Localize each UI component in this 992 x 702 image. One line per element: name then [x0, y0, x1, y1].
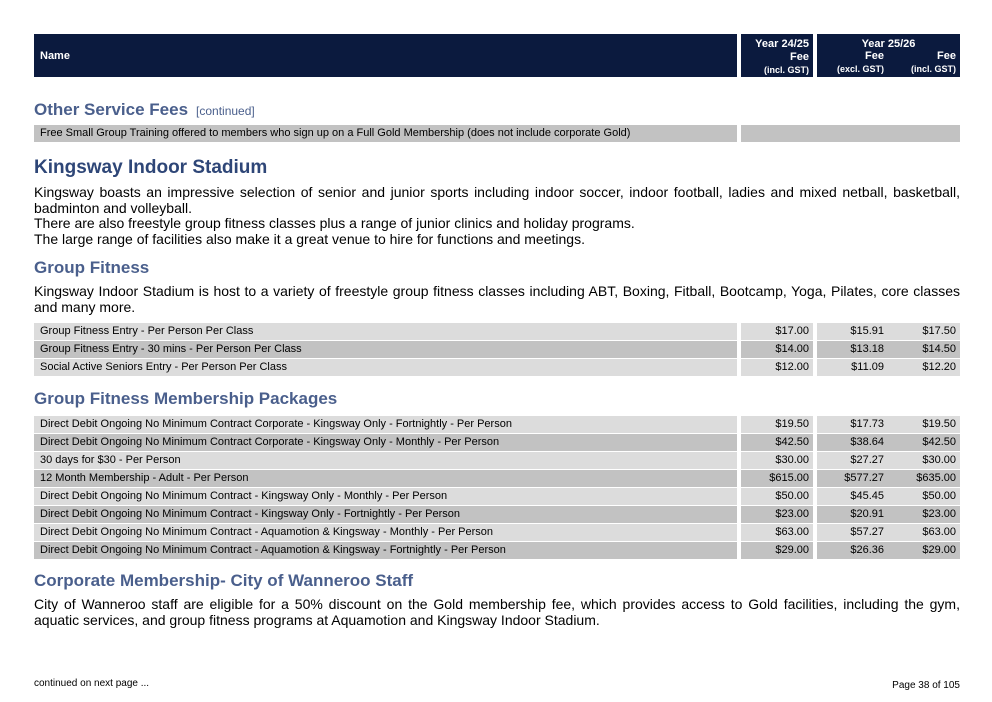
- other-fees-table: [34, 125, 960, 143]
- table-row: [34, 488, 960, 505]
- row-fee-24-25: $29.00: [741, 542, 813, 559]
- table-row: [34, 434, 960, 451]
- row-fee-25-26-excl: $15.91: [850, 325, 884, 337]
- row-fee-25-26-excl: $17.73: [850, 418, 884, 430]
- header-year-25-26: [817, 34, 960, 77]
- continued-footer: continued on next page ...: [34, 678, 150, 689]
- group-fitness-table: [34, 323, 960, 377]
- other-service-fees-title: Other Service Fees: [34, 100, 189, 119]
- page-number: Page 38 of 105: [892, 680, 960, 691]
- header-name-cell: [34, 34, 737, 77]
- row-fee-25-26-excl: $27.27: [850, 454, 884, 466]
- row-name: Direct Debit Ongoing No Minimum Contract Corporate - Kingsway Only - Fortnightly - Per Person: [34, 416, 737, 433]
- row-fee-25-26-excl: $57.27: [850, 526, 884, 538]
- row-name: Social Active Seniors Entry - Per Person Per Class: [34, 359, 737, 376]
- row-name: Group Fitness Entry - Per Person Per Class: [34, 323, 737, 340]
- row-fee-24-25: $17.00: [741, 323, 813, 340]
- header-year2-gst-b: (incl. GST): [911, 64, 956, 74]
- kingsway-line-1: Kingsway boasts an impressive selection of senior and junior sports including indoor soccer, indoor football, ladies and mixed netball, basketball, badminton and volleyball.: [34, 184, 960, 216]
- row-fee-25-26-excl: $577.27: [844, 472, 884, 484]
- table-row: [34, 323, 960, 340]
- row-fee-25-26-incl: $30.00: [922, 454, 956, 466]
- row-name: Free Small Group Training offered to members who sign up on a Full Gold Membership (does not include corporate Gold): [34, 125, 737, 142]
- header-year1-label: Year 24/25: [755, 38, 809, 50]
- header-year2-fee-a: Fee: [865, 50, 884, 62]
- row-fee-24-25: $50.00: [741, 488, 813, 505]
- group-fitness-text: Kingsway Indoor Stadium is host to a variety of freestyle group fitness classes including ABT, Boxing, Fitball, Bootcamp, Yoga, Pilates, core classes and many more.: [34, 283, 960, 315]
- row-fee-25-26-incl: $42.50: [922, 436, 956, 448]
- row-fee-25-26-excl: $45.45: [850, 490, 884, 502]
- row-fee-25-26-excl: $20.91: [850, 508, 884, 520]
- kingsway-line-3: The large range of facilities also make it a great venue to hire for functions and meetings.: [34, 230, 585, 247]
- row-name: Direct Debit Ongoing No Minimum Contract - Kingsway Only - Monthly - Per Person: [34, 488, 737, 505]
- row-fee-25-26-excl: $13.18: [850, 343, 884, 355]
- packages-table: [34, 416, 960, 560]
- header-year1-fee: Fee: [790, 51, 809, 63]
- row-fee-25-26-incl: $29.00: [922, 544, 956, 556]
- table-row: [34, 125, 960, 142]
- row-fee-24-25: $14.00: [741, 341, 813, 358]
- corporate-text: City of Wanneroo staff are eligible for a 50% discount on the Gold membership fee, which provides access to Gold facilities, including the gym, aquatic services, and group fitness programs at Aquamotion and Kingsway Indoor Stadium.: [34, 596, 960, 628]
- table-row: [34, 359, 960, 376]
- row-fee-24-25: $19.50: [741, 416, 813, 433]
- row-fee-25-26-incl: $63.00: [922, 526, 956, 538]
- row-fee-25-26-excl: $38.64: [850, 436, 884, 448]
- row-fee-25-26-excl: $26.36: [850, 544, 884, 556]
- row-fee-24-25: $23.00: [741, 506, 813, 523]
- packages-heading: Group Fitness Membership Packages: [34, 389, 338, 408]
- other-service-fees-heading: [34, 100, 255, 120]
- table-row: [34, 524, 960, 541]
- row-empty-values: [741, 125, 960, 142]
- table-row: [34, 506, 960, 523]
- corporate-description: [34, 597, 960, 628]
- kingsway-description: [34, 185, 960, 247]
- row-name: Direct Debit Ongoing No Minimum Contract Corporate - Kingsway Only - Monthly - Per Person: [34, 434, 737, 451]
- row-fee-24-25: $12.00: [741, 359, 813, 376]
- header-name-label: Name: [40, 50, 70, 62]
- table-header: [34, 34, 960, 77]
- header-year-24-25: [741, 34, 813, 77]
- corporate-heading: Corporate Membership- City of Wanneroo Staff: [34, 571, 414, 590]
- kingsway-heading: Kingsway Indoor Stadium: [34, 157, 268, 178]
- row-fee-25-26-incl: $19.50: [922, 418, 956, 430]
- row-fee-25-26-incl: $14.50: [922, 343, 956, 355]
- row-name: Group Fitness Entry - 30 mins - Per Person Per Class: [34, 341, 737, 358]
- table-row: [34, 341, 960, 358]
- row-fee-25-26-incl: $50.00: [922, 490, 956, 502]
- group-fitness-description: [34, 284, 960, 315]
- fee-schedule-page: [34, 34, 960, 628]
- kingsway-line-2: There are also freestyle group fitness classes plus a range of junior clinics and holiday programs.: [34, 215, 635, 231]
- header-year2-label: Year 25/26: [861, 38, 916, 50]
- row-name: Direct Debit Ongoing No Minimum Contract - Aquamotion & Kingsway - Monthly - Per Person: [34, 524, 737, 541]
- row-name: Direct Debit Ongoing No Minimum Contract - Aquamotion & Kingsway - Fortnightly - Per Person: [34, 542, 737, 559]
- row-fee-25-26-incl: $17.50: [922, 325, 956, 337]
- row-fee-24-25: $615.00: [741, 470, 813, 487]
- row-fee-24-25: $63.00: [741, 524, 813, 541]
- row-fee-25-26-incl: $635.00: [916, 472, 956, 484]
- table-row: [34, 416, 960, 433]
- header-year2-excl: [814, 50, 884, 75]
- header-year2-incl: [886, 50, 956, 75]
- group-fitness-heading: Group Fitness: [34, 258, 150, 277]
- table-row: [34, 452, 960, 469]
- header-year2-fee-b: Fee: [937, 50, 956, 62]
- row-fee-24-25: $42.50: [741, 434, 813, 451]
- header-year2-gst-a: (excl. GST): [836, 64, 884, 74]
- row-fee-25-26-incl: $23.00: [922, 508, 956, 520]
- continued-label: [continued]: [196, 104, 255, 118]
- row-fee-25-26-incl: $12.20: [922, 361, 956, 373]
- table-row: [34, 470, 960, 487]
- row-name: 30 days for $30 - Per Person: [34, 452, 737, 469]
- header-year1-gst: (incl. GST): [764, 65, 809, 75]
- row-fee-24-25: $30.00: [741, 452, 813, 469]
- row-fee-25-26-excl: $11.09: [851, 361, 884, 373]
- row-name: 12 Month Membership - Adult - Per Person: [34, 470, 737, 487]
- table-row: [34, 542, 960, 559]
- row-name: Direct Debit Ongoing No Minimum Contract - Kingsway Only - Fortnightly - Per Person: [34, 506, 737, 523]
